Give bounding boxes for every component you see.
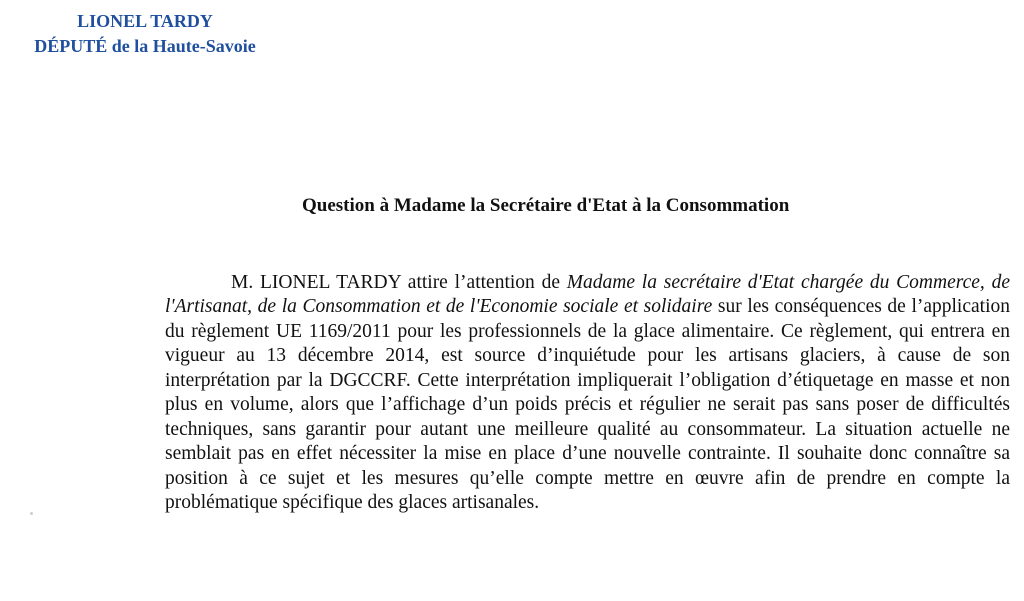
body-addressee: Madame la secrétaire d'Etat chargée du Commerce, de l'Artisanat, de la Consommation et de l'Economie sociale et solidaire	[165, 272, 1011, 318]
deputy-name: LIONEL TARDY	[77, 11, 213, 31]
scan-speck	[30, 512, 33, 515]
body-text: sur les conséquences de l’application du règlement UE 1169/2011 pour les professionnels de la glace alimentaire. Ce règlement, qui entrera en vigueur au 13 décembre 2014, est source d’inquiétude pour les artisans glaciers, à cause de son interprétation par la DGCCRF. Cette interprétation impliquerait l’obligation d’étiquetage en masse et non plus en volume, alors que l’affichage d’un poids précis et régulier ne serait pas sans poser de difficultés techniques, sans garantir pour autant une meilleure qualité au consommateur. La situation actuelle ne semblait pas en effet nécessiter la mise en place d’une nouvelle contrainte. Il souhaite donc connaître sa position à ce sujet et les mesures qu’elle compte mettre en œuvre afin de prendre en compte la problématique spécifique des glaces artisanales.	[165, 296, 1010, 514]
deputy-position: DÉPUTÉ de la Haute-Savoie	[34, 36, 256, 56]
question-body	[165, 271, 1010, 516]
question-title: Question à Madame la Secrétaire d'Etat à la Consommation	[302, 195, 790, 216]
letterhead	[0, 9, 290, 59]
body-intro: M. LIONEL TARDY attire l’attention de	[231, 272, 560, 293]
